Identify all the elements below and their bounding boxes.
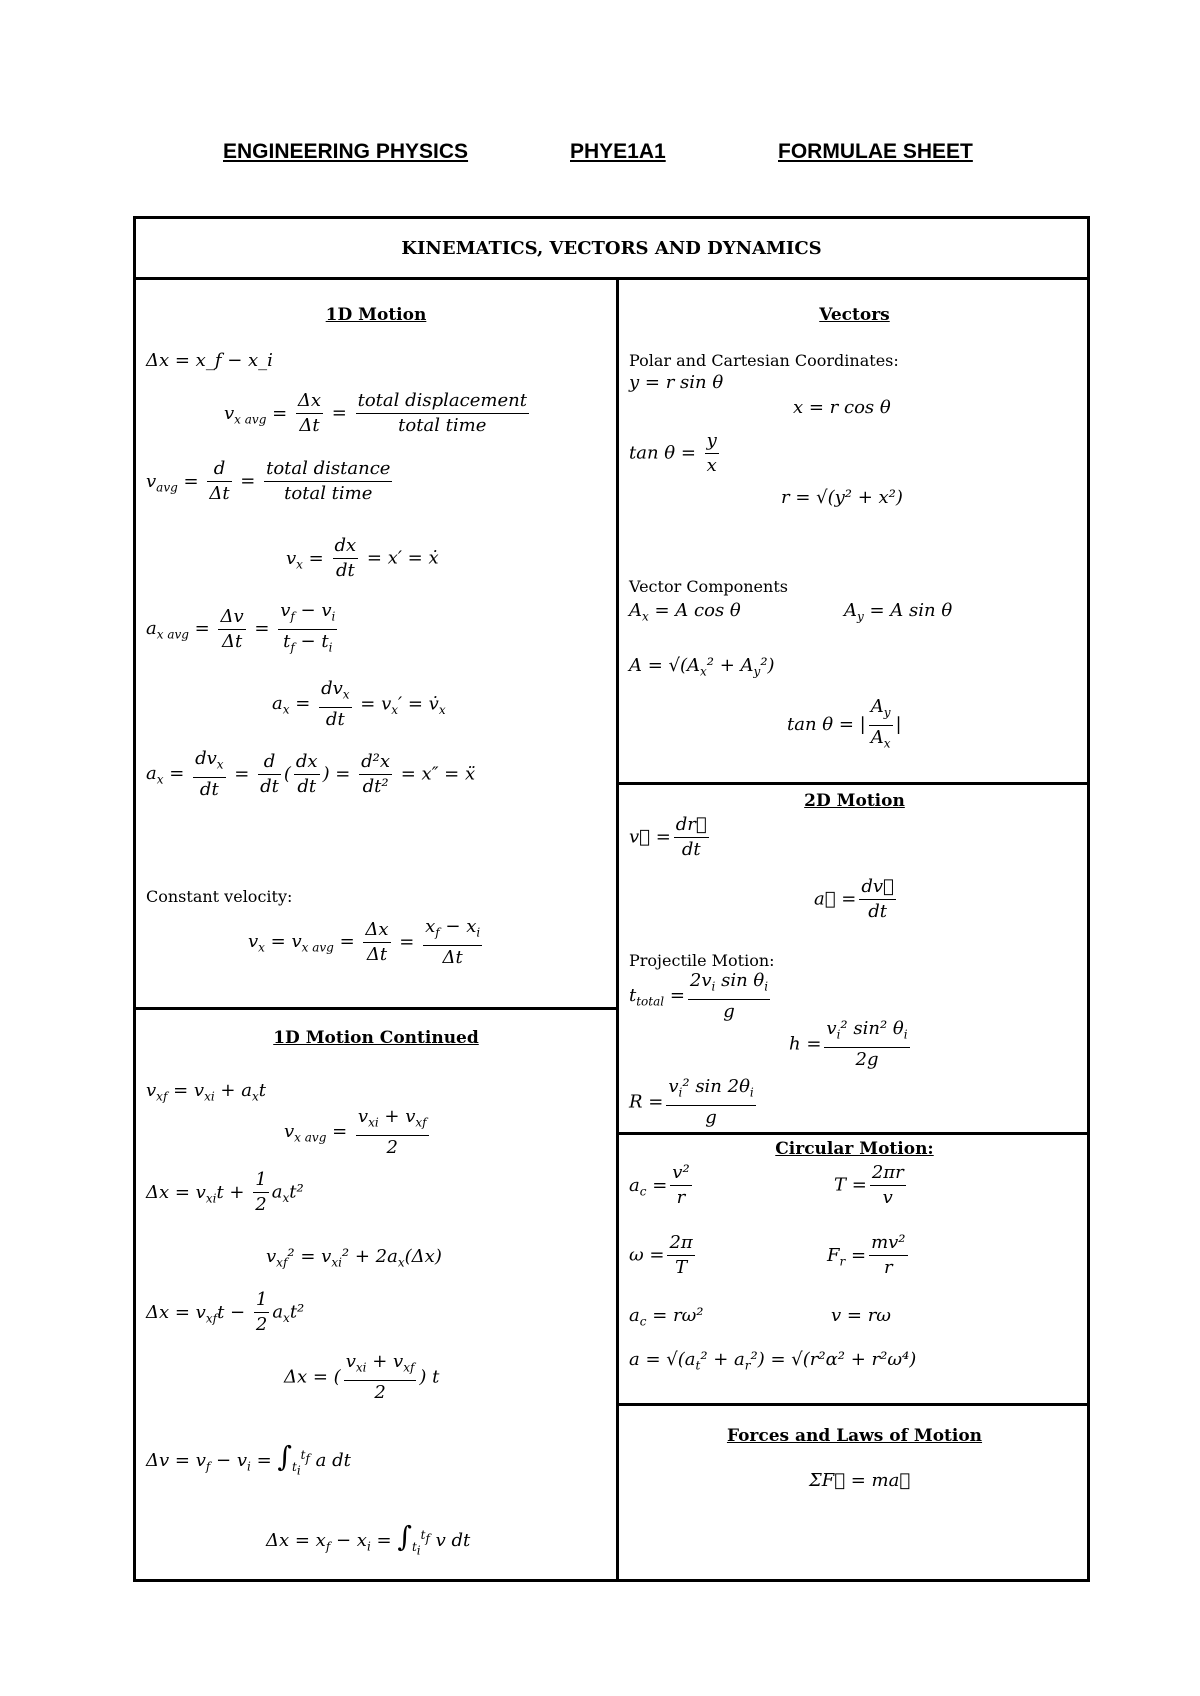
- 1d-motion-title: 1D Motion: [325, 305, 427, 325]
- cell-1d-motion: [136, 277, 616, 1007]
- eq-avg-velocity-const-accel: $v_{x avg}$ = $v_{xi} + v_{xf}$ 2: [284, 1106, 427, 1158]
- eq-vector-angle: tan θ = | $\frac{A_y}{A_x}$ |: [787, 696, 902, 751]
- eq-displacement-initial: $\Delta x = v_{xi}t$ + $\frac{1}{2}$ $a_xt^2$: [146, 1169, 304, 1215]
- eq-tan-theta: tan θ = $\frac{y}{x}$: [629, 430, 717, 476]
- eq-ay-component: $A_y = A$ sin θ: [844, 600, 953, 624]
- eq-acceleration-vector: a⃗ = $\frac{dv⃗}{dt}$: [814, 876, 894, 922]
- label-total-displacement: total displacement: [356, 389, 529, 414]
- eq-tangential-speed: v = rω: [831, 1305, 891, 1326]
- eq-period: T = $\frac{2\pi r}{v}$: [834, 1162, 904, 1208]
- forces-title: Forces and Laws of Motion: [726, 1426, 983, 1446]
- cell-vectors: [619, 277, 1090, 782]
- header-course-code: PHYE1A1: [570, 140, 666, 163]
- eq-velocity-integral: $\Delta v = v_f - v_i = \int_{t_i}^{t_f}$ a dt: [146, 1440, 351, 1477]
- eq-total-acceleration: $a = √(a_t^2 + a_r^2) = √(r^2\alpha^2 + r^2\omega^4)$: [629, 1349, 917, 1373]
- cell-circular-motion: [619, 1135, 1090, 1403]
- cell-forces: [619, 1406, 1090, 1582]
- eq-avg-acceleration: $a_{x avg}$ = $\frac{\Delta v}{\Delta t}$ = $\frac{v_f - v_i}{t_f - t_i}$: [146, 600, 336, 655]
- eq-vector-magnitude: $A = √(A_x^2 + A_y^2)$: [629, 655, 775, 679]
- eq-velocity-squared: $v_{xf}^2 = v_{xi}^2 + 2a_x(\Delta x)$: [266, 1246, 442, 1270]
- eq-avg-velocity: $v_{x avg}$ = $\frac{\Delta x}{\Delta t}$ = total displacement total time: [224, 390, 527, 436]
- eq-ax-component: $A_x = A$ cos θ: [629, 600, 741, 624]
- 2d-motion-title: 2D Motion: [804, 791, 905, 811]
- eq-time-of-flight: $t_{total}$ = $\frac{2v_i \sin \theta_i}{g}$: [629, 970, 769, 1022]
- eq-newtons-second-law: ΣF⃗ = ma⃗: [809, 1470, 911, 1491]
- eq-displacement-final: $\Delta x = v_{xf}t$ − $\frac{1}{2}$ $a_xt^2$: [146, 1289, 305, 1335]
- header-sheet-title: FORMULAE SHEET: [778, 140, 973, 163]
- eq-instant-velocity: $v_x$ = $\frac{dx}{dt}$ = x′ = ẋ: [286, 535, 439, 581]
- eq-displacement-avg: Δx = ( $v_{xi} + v_{xf}$ 2 ) t: [284, 1351, 440, 1403]
- section-title: KINEMATICS, VECTORS AND DYNAMICS: [136, 219, 1087, 280]
- projectile-motion-label: Projectile Motion:: [629, 951, 775, 970]
- eq-range: R = $\frac{v_i^2 \sin 2\theta_i}{g}$: [629, 1076, 754, 1128]
- eq-magnitude: r = √(y² + x²): [781, 487, 903, 508]
- eq-constant-velocity: $v_x = v_{x avg}$ = $\frac{\Delta x}{\Delta t}$ = $\frac{x_f - x_i}{\Delta t}$: [248, 916, 481, 968]
- eq-angular-frequency: ω = $\frac{2\pi}{T}$: [629, 1232, 693, 1278]
- eq-position-integral: $\Delta x = x_f - x_i = \int_{t_i}^{t_f}$ v dt: [266, 1520, 471, 1557]
- 1d-motion-continued-title: 1D Motion Continued: [273, 1028, 479, 1048]
- formula-table: [133, 216, 1090, 1582]
- constant-velocity-label: Constant velocity:: [146, 887, 293, 906]
- polar-cartesian-label: Polar and Cartesian Coordinates:: [629, 351, 899, 370]
- eq-velocity-vector: v⃗ = $\frac{dr⃗}{dt}$: [629, 814, 707, 860]
- eq-radial-force: $F_r$ = $\frac{\text{mv²}}{r}$: [827, 1232, 906, 1278]
- header-course-name: ENGINEERING PHYSICS: [223, 140, 469, 163]
- eq-final-velocity: $v_{xf} = v_{xi} + a_xt$: [146, 1080, 266, 1104]
- eq-y-polar: y = r sin θ: [629, 372, 724, 393]
- cell-2d-motion: [619, 785, 1090, 1132]
- eq-instant-acceleration: $a_x$ = $dv_x$ dt = $v_x'$ = $v̇_x$: [272, 678, 446, 730]
- eq-centripetal-omega: $a_c = r\omega^2$: [629, 1305, 704, 1329]
- eq-centripetal-accel: $a_c$ = $\frac{\text{v²}}{r}$: [629, 1162, 690, 1208]
- circular-motion-title: Circular Motion:: [775, 1139, 934, 1159]
- cell-1d-motion-continued: [136, 1010, 616, 1582]
- vector-components-label: Vector Components: [629, 577, 788, 596]
- eq-max-height: h = $\frac{v_i^2 \sin^2 \theta_i}{2g}$: [789, 1018, 908, 1070]
- vectors-title: Vectors: [819, 305, 890, 325]
- eq-avg-speed: $v_{avg}$ = $\frac{d}{\Delta t}$ = total distance total time: [146, 458, 391, 504]
- eq-x-polar: x = r cos θ: [793, 397, 891, 418]
- eq-displacement: Δx = x_f − x_i: [146, 350, 273, 371]
- eq-second-derivative: $a_x$ = $dv_x$ dt = $\frac{d}{dt}$ ( $\frac{dx}{dt}$ ) = $\frac{\text{d²x}}{\text{dt²}}$ = x″ = ẍ: [146, 748, 476, 800]
